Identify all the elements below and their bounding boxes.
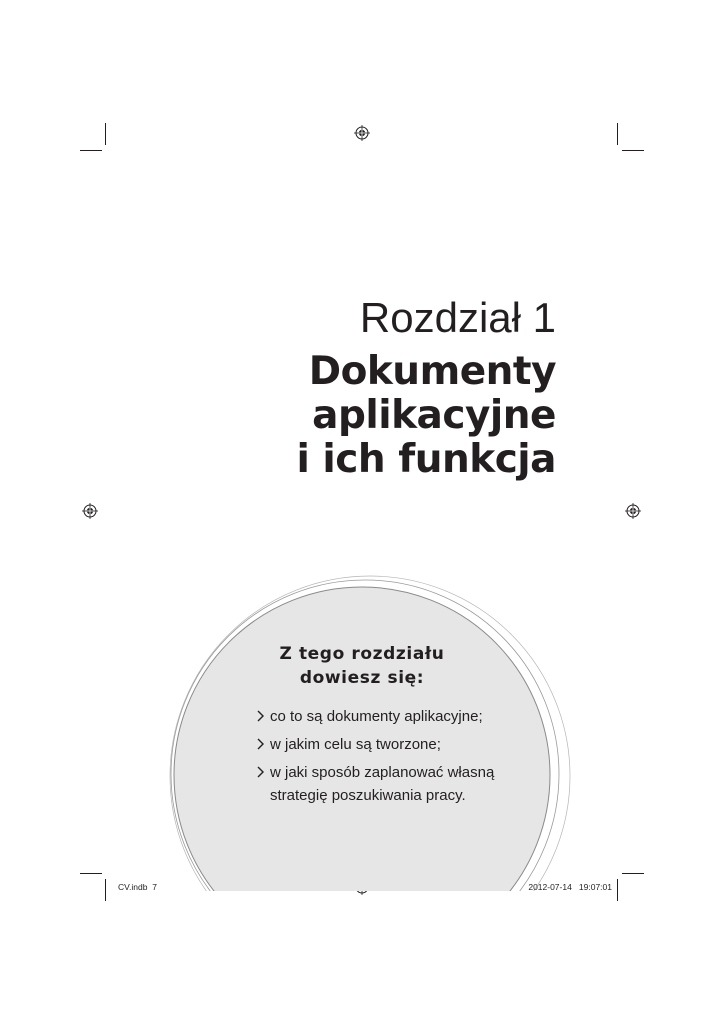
chevron-right-icon [256, 733, 270, 756]
slug-file [118, 882, 157, 892]
slug-timestamp: 2012-07-14 19:07:01 [528, 882, 612, 892]
summary-list-item-text: w jaki sposób zaplanować własną [270, 764, 495, 781]
summary-heading-line: dowiesz się: [299, 668, 425, 688]
chapter-title-line: Dokumenty [308, 349, 556, 394]
chevron-right-icon [256, 761, 270, 784]
chapter-title-line: aplikacyjne [312, 393, 556, 438]
summary-list-item [256, 761, 494, 807]
chapter-title-line: i ich funkcja [296, 437, 556, 482]
summary-list-item-text: strategię poszukiwania pracy. [270, 787, 466, 804]
summary-list-item-text: co to są dokumenty aplikacyjne; [270, 708, 483, 725]
summary-list-item [256, 705, 483, 728]
summary-list-item [256, 733, 441, 756]
slug-filename: CV.indb [118, 882, 148, 892]
summary-heading [262, 642, 462, 690]
chevron-right-icon [256, 705, 270, 728]
summary-heading-line: Z tego rozdziału [279, 644, 445, 664]
summary-list-item-text: w jakim celu są tworzone; [270, 736, 441, 753]
slug-page-number: 7 [152, 882, 157, 892]
chapter-label: Rozdział 1 [359, 294, 556, 341]
